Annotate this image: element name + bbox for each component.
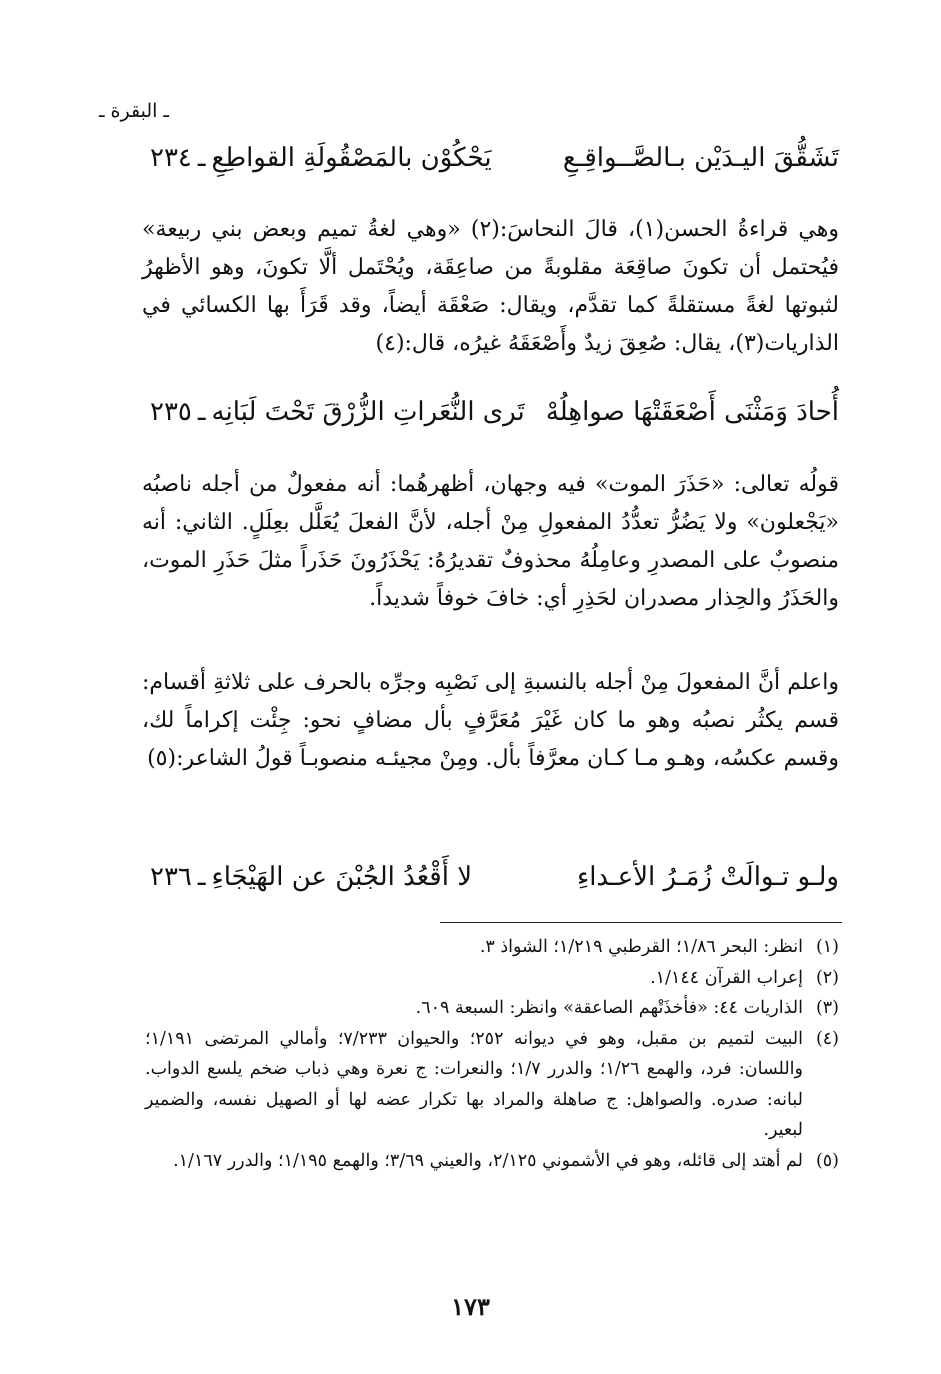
- running-header: ـ البقرة ـ: [98, 100, 169, 122]
- footnote-1: [145, 932, 839, 963]
- footnotes: [145, 932, 839, 1176]
- verse-hemistich-1: يَحْكُوْن بالمَصْقُولَةِ القواطِعِ: [211, 143, 492, 173]
- footnote-number: (٣): [815, 998, 839, 1018]
- verse-dash: ـ: [197, 143, 206, 173]
- verse-hemistich-1: تَرى النُّعَراتِ الزُّرْقَ تَحْتَ لَبَانِه: [211, 397, 525, 427]
- paragraph-3: [142, 664, 839, 778]
- paragraph-text: قولُه تعالى: «حَذَرَ الموت» فيه وجهان، أظهرهُما: أنه مفعولٌ من أجله ناصبُه «يَجْعلون» ولا يَضُرُّ تعدُّدُ المفعولِ مِنْ أجله، لأنَّ الفعلَ يُعَلَّل بعِلَلٍ. الثاني: أنه منصوبٌ على المصدرِ وعامِلُهُ محذوفٌ تقديرُهُ: يَحْذَرُونَ حَذَراً مثلَ حَذَرِ الموت، والحَذَرُ والحِذار مصدران لحَذِرِ أي: خافَ خوفاً شديداً.: [142, 472, 839, 611]
- footnote-2: [145, 963, 839, 994]
- paragraph-text: واعلم أنَّ المفعولَ مِنْ أجله بالنسبةِ إلى نَصْبِه وجرِّه بالحرف على ثلاثةِ أقسام: قسم يكثُر نصبُه وهو ما كان غَيْرَ مُعَرَّفٍ بأل مضافٍ نحو: جِئْت إكراماً لك، وقسم عكسُه، وهـو مـا كـان معرَّفاً بأل. ومِنْ مجيئـه منصوبـاً قولُ الشاعر:(٥): [142, 670, 839, 771]
- footnote-number: (٥): [815, 1150, 839, 1171]
- paragraph-2: [142, 466, 839, 618]
- footnote-4: [145, 1024, 839, 1146]
- footnote-divider: [440, 922, 842, 923]
- verse-hemistich-2: تَشَقُّقَ اليـدَيْن بـالصَّــواقِـعِ: [562, 143, 839, 173]
- page-number: ١٧٣: [451, 1292, 490, 1321]
- verse-number: ٢٣٤: [150, 143, 192, 173]
- footnote-text: إعراب القرآن ١/١٤٤.: [650, 967, 803, 988]
- verse-236: [150, 855, 839, 899]
- footnote-text: انظر: البحر ١/٨٦؛ القرطبي ١/٢١٩؛ الشواذ ٣.: [479, 937, 803, 957]
- verse-hemistich-2: أُحادَ وَمَثْنَى أَصْعَقَتْهَا صواهِلُهْ: [545, 397, 839, 427]
- footnote-text: لم أهتد إلى قائله، وهو في الأشموني ٢/١٢٥، والعيني ٣/٦٩؛ والهمع ١/١٩٥؛ والدرر ١/١٦٧.: [173, 1150, 803, 1171]
- footnote-text: الذاريات ٤٤: «فأخذَتْهم الصاعقة» وانظر: السبعة ٦٠٩.: [415, 998, 803, 1018]
- footnote-text: البيت لتميم بن مقبل، وهو في ديوانه ٢٥٢؛ والحيوان ٧/٢٣٣؛ وأمالي المرتضى ١/١٩١؛ واللسان: فرد، والهمع ١/٢٦؛ والدرر ١/٧؛ والنعرات: ج نعرة وهي ذباب ضخم يلسع الدواب. لبانه: صدره. والصواهل: ج صاهلة والمراد بها تكرار عضه لها أو الصهيل نفسه، والضمير لبعير.: [145, 1028, 803, 1140]
- verse-number: ٢٣٦: [150, 862, 192, 892]
- verse-235: [150, 390, 839, 434]
- verse-first-half: [150, 862, 472, 892]
- verse-first-half: [150, 397, 525, 427]
- verse-first-half: [150, 143, 492, 173]
- footnote-number: (٢): [815, 967, 839, 988]
- verse-dash: ـ: [197, 862, 206, 892]
- verse-hemistich-1: لا أَقْعُدُ الجُبْنَ عن الهَيْجَاءِ: [211, 862, 473, 892]
- verse-number: ٢٣٥: [150, 397, 192, 427]
- verse-hemistich-2: ولـو تـوالَتْ زُمَـرُ الأعـداءِ: [576, 862, 839, 892]
- paragraph-1: [142, 211, 839, 363]
- footnote-number: (٤): [815, 1028, 839, 1049]
- verse-234: [150, 136, 839, 180]
- paragraph-text: وهي قراءةُ الحسن(١)، قالَ النحاسَ:(٢) «وهي لغةُ تميم وبعض بني ربيعة» فيُحتمل أن تكونَ صاقِعَة مقلوبةً من صاعِقَة، ويُحْتَمل ألَّا تكونَ، وهو الأظهرُ لثبوتها لغةً مستقلةً كما تقدَّم، ويقال: صَعْقَة أيضاً، وقد قَرَأَ بها الكسائي في الذاريات(٣)، يقال: صُعِقَ زيدٌ وأَصْعَقَهُ غيرُه، قال:(٤): [142, 217, 839, 356]
- footnote-3: [145, 993, 839, 1024]
- footnote-number: (١): [815, 937, 839, 957]
- verse-dash: ـ: [197, 397, 206, 427]
- footnote-5: [145, 1146, 839, 1177]
